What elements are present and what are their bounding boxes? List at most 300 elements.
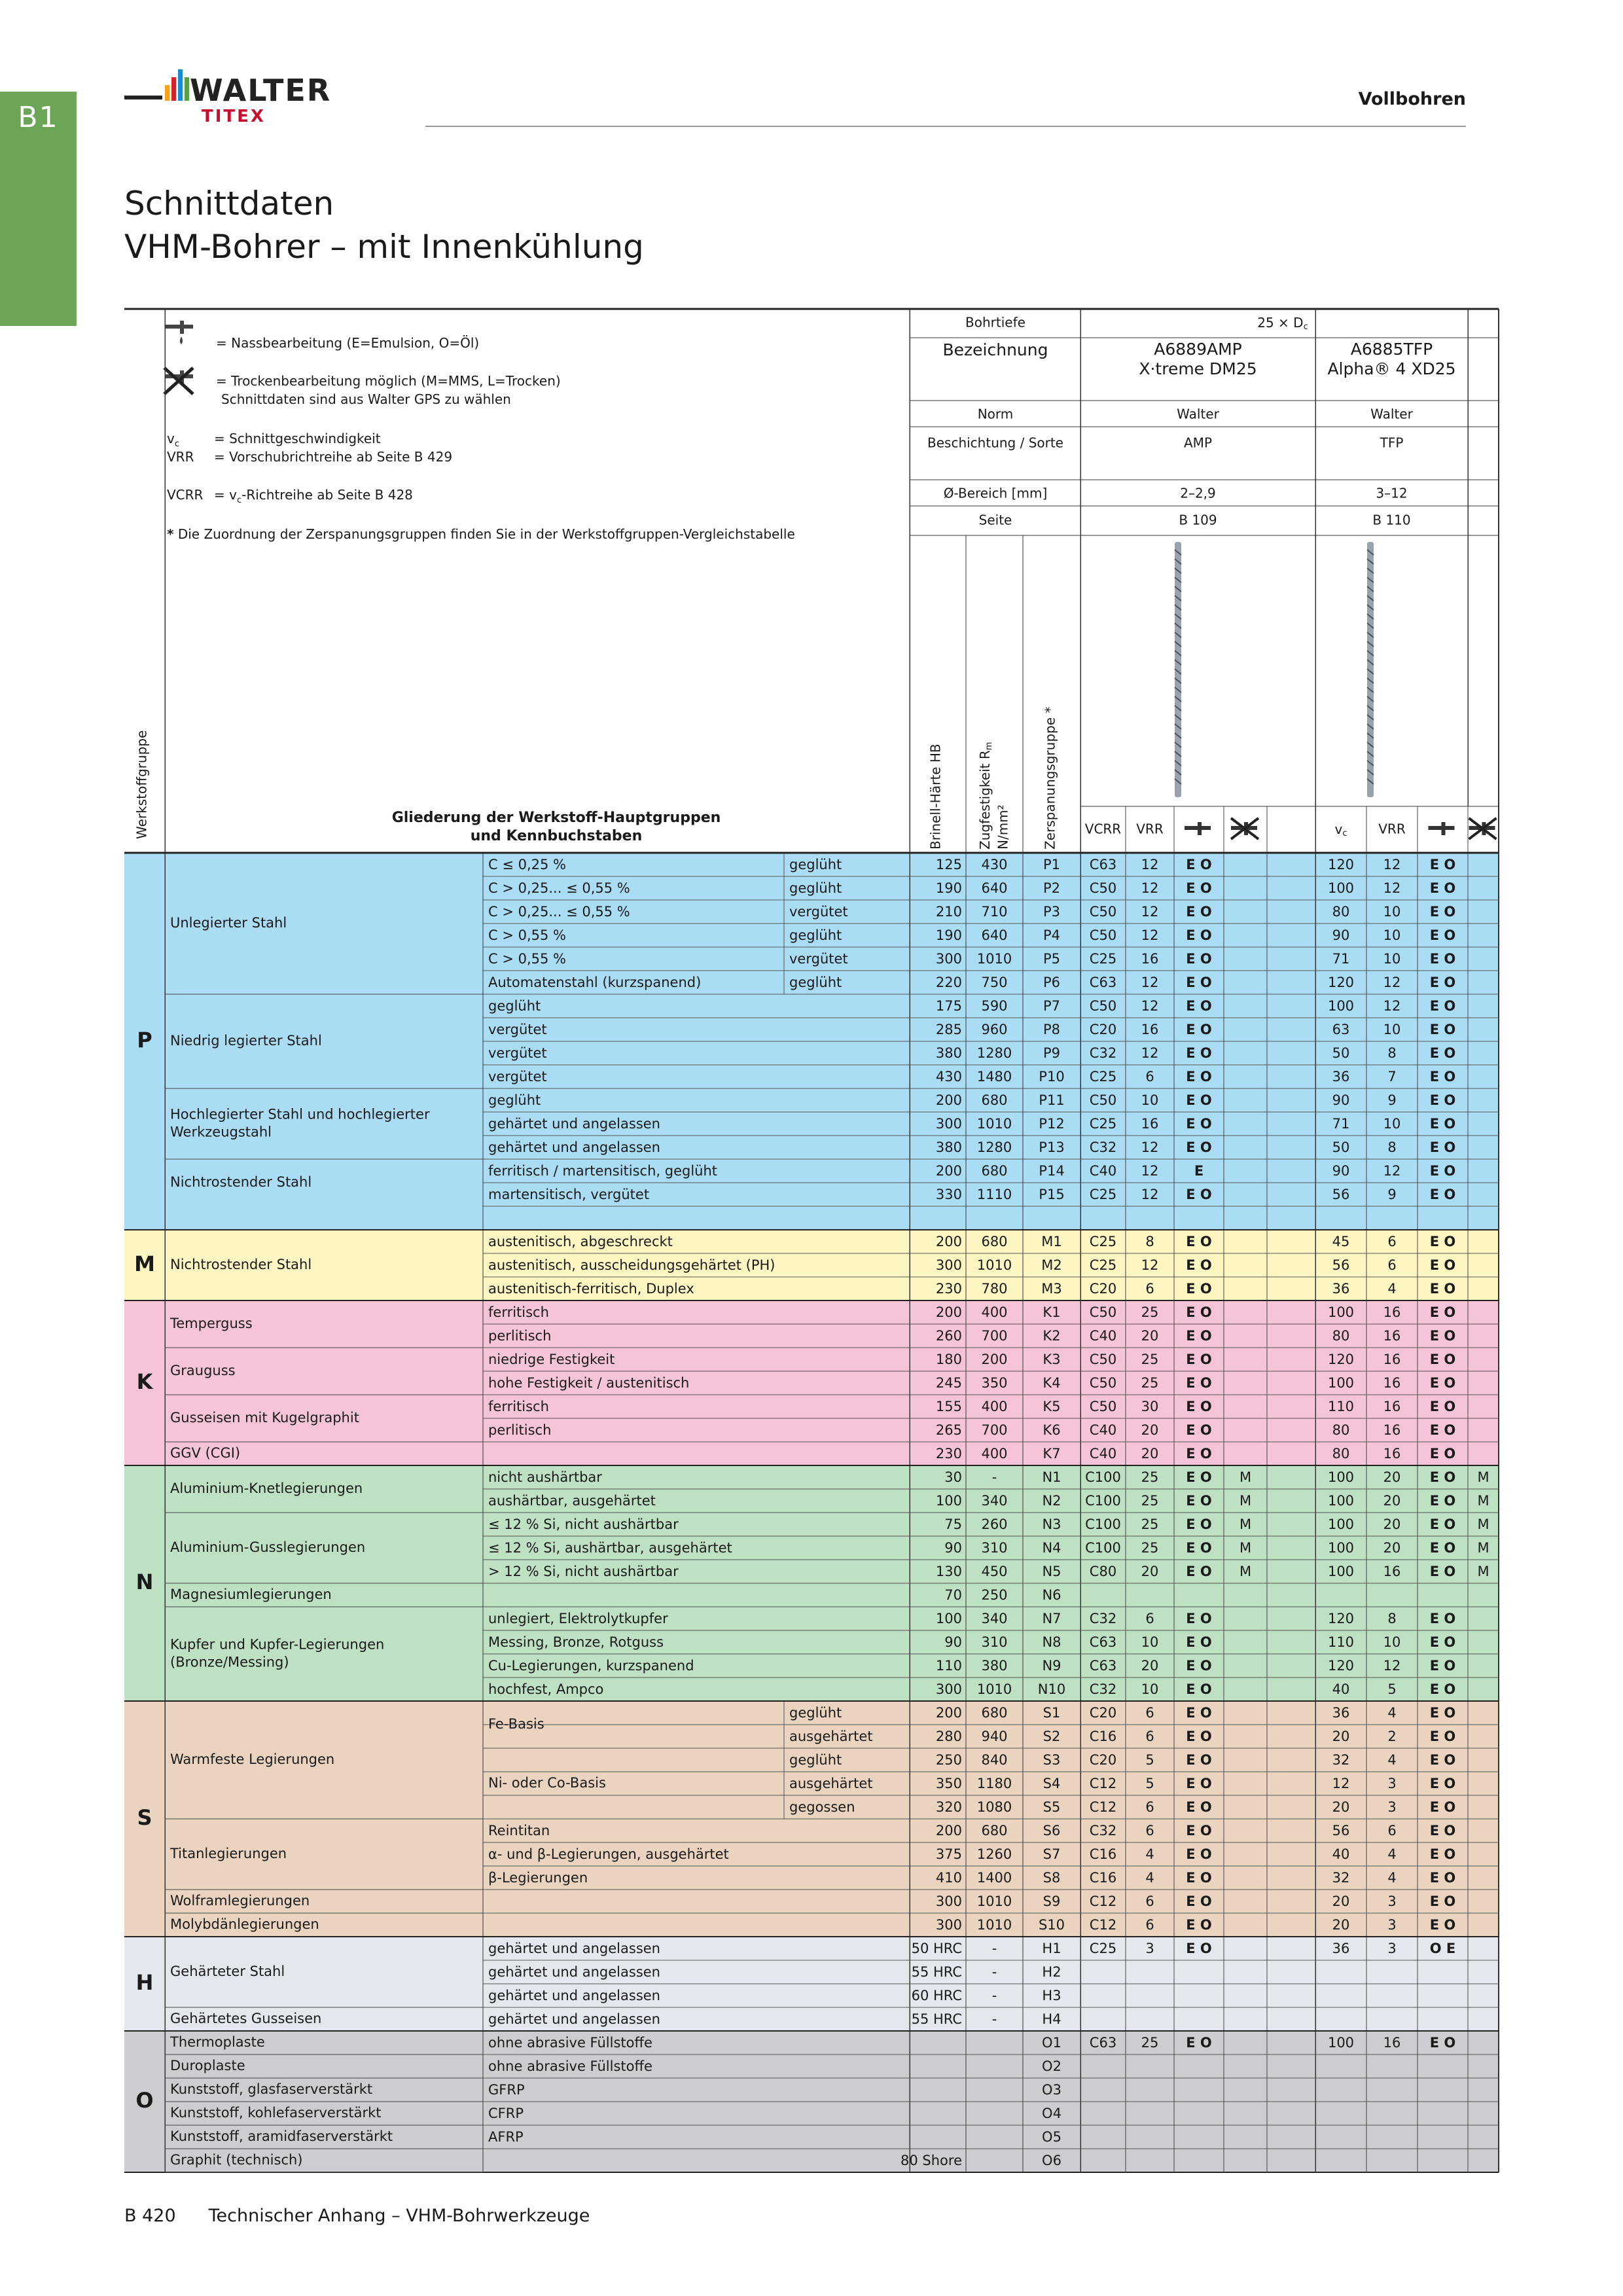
row-wet: E O xyxy=(1186,1045,1212,1061)
category-label: (Bronze/Messing) xyxy=(170,1654,289,1670)
row-vrr: 20 xyxy=(1383,1540,1401,1556)
category-label: Kunststoff, glasfaserverstärkt xyxy=(170,2081,373,2097)
row-machining-group: K1 xyxy=(1043,1304,1061,1320)
row-vrr: 4 xyxy=(1387,1870,1397,1886)
col-machining-group: Zerspanungsgruppe * xyxy=(1042,706,1058,850)
row-machining-group: N1 xyxy=(1042,1469,1061,1485)
bohrtiefe-label: Bohrtiefe xyxy=(965,314,1026,331)
row-vc: 90 xyxy=(1332,1092,1350,1108)
row-wet: E O xyxy=(1429,1729,1456,1744)
row-vrr: 9 xyxy=(1387,1092,1397,1108)
row-wet: E O xyxy=(1186,1823,1212,1839)
row-designation: perlitisch xyxy=(488,1422,552,1438)
row-machining-group: S4 xyxy=(1043,1776,1061,1791)
row-wet: E O xyxy=(1429,1092,1456,1108)
row-wet: E O xyxy=(1429,1375,1456,1391)
row-wet: E O xyxy=(1186,1092,1212,1108)
row-machining-group: P9 xyxy=(1043,1045,1061,1061)
row-designation: ≤ 12 % Si, nicht aushärtbar xyxy=(488,1516,679,1532)
category-label: Graphit (technisch) xyxy=(170,2152,303,2168)
row-vc: 45 xyxy=(1332,1234,1350,1249)
row-wet: E O xyxy=(1429,880,1456,896)
row-hardness: 245 xyxy=(935,1375,962,1391)
legend-vrr: = Vorschubrichtreihe ab Seite B 429 xyxy=(214,449,453,465)
row-tensile: 340 xyxy=(981,1611,1008,1626)
tool-name: A6885TFP xyxy=(1350,340,1433,359)
row-vc: 40 xyxy=(1332,1681,1350,1697)
row-vcrr: C40 xyxy=(1089,1328,1117,1344)
row-designation: vergütet xyxy=(488,1022,547,1037)
row-wet: E O xyxy=(1186,2035,1212,2051)
row-wet: E O xyxy=(1429,1893,1456,1909)
row-tensile: 450 xyxy=(981,1564,1008,1579)
row-wet: E O xyxy=(1429,1658,1456,1674)
row-hardness: 330 xyxy=(935,1187,962,1202)
row-vcrr: C16 xyxy=(1089,1846,1117,1862)
row-hardness: 300 xyxy=(935,1681,962,1697)
row-hardness: 55 HRC xyxy=(911,1964,962,1980)
row-vrr: 6 xyxy=(1145,1893,1154,1909)
row-machining-group: K4 xyxy=(1043,1375,1061,1391)
row-tensile: 680 xyxy=(981,1092,1008,1108)
row-wet: E O xyxy=(1186,1234,1212,1249)
row-tensile: 380 xyxy=(981,1658,1008,1674)
tool-page: B 110 xyxy=(1372,512,1411,528)
row-hardness: 320 xyxy=(935,1799,962,1815)
row-wet: E O xyxy=(1186,1917,1212,1933)
row-hardness: 180 xyxy=(935,1352,962,1367)
row-designation: AFRP xyxy=(488,2129,524,2145)
row-tensile: 1010 xyxy=(976,1116,1012,1132)
row-designation: ohne abrasive Füllstoffe xyxy=(488,2058,652,2074)
legend-vrr-symbol: VRR xyxy=(167,449,194,465)
row-machining-group: H2 xyxy=(1042,1964,1061,1980)
row-condition: ausgehärtet xyxy=(789,1729,873,1744)
category-label: Kupfer und Kupfer-Legierungen xyxy=(170,1636,385,1653)
category-label: Unlegierter Stahl xyxy=(170,915,287,931)
row-hardness: 410 xyxy=(935,1870,962,1886)
row-wet: E O xyxy=(1429,1116,1456,1132)
row-tensile: 1400 xyxy=(976,1870,1012,1886)
row-machining-group: P7 xyxy=(1043,998,1061,1014)
row-vcrr: C12 xyxy=(1089,1776,1117,1791)
row-machining-group: H4 xyxy=(1042,2011,1061,2027)
footer xyxy=(124,2206,622,2226)
row-vcrr: C63 xyxy=(1089,1658,1117,1674)
category-label: Werkzeugstahl xyxy=(170,1124,272,1140)
row-tensile: 780 xyxy=(981,1281,1008,1297)
row-vc: 56 xyxy=(1332,1823,1350,1839)
row-designation: gehärtet und angelassen xyxy=(488,1964,660,1980)
row-vc: 80 xyxy=(1332,1422,1350,1438)
row-tensile: 750 xyxy=(981,975,1008,990)
row-vrr: 2 xyxy=(1387,1729,1397,1744)
row-tensile: 1480 xyxy=(976,1069,1012,1085)
row-dry: M xyxy=(1477,1516,1489,1532)
row-wet: O E xyxy=(1429,1941,1456,1956)
row-machining-group: N2 xyxy=(1042,1493,1061,1509)
footer-text: Technischer Anhang – VHM-Bohrwerkzeuge xyxy=(208,2206,590,2226)
row-wet: E O xyxy=(1429,1870,1456,1886)
row-machining-group: O2 xyxy=(1042,2058,1061,2074)
row-vcrr: C32 xyxy=(1089,1611,1117,1626)
row-vc: 120 xyxy=(1327,1611,1355,1626)
row-tensile: 340 xyxy=(981,1493,1008,1509)
row-wet: E O xyxy=(1186,880,1212,896)
row-tensile: 1010 xyxy=(976,951,1012,967)
row-machining-group: S6 xyxy=(1043,1823,1061,1839)
row-vrr: 16 xyxy=(1141,1022,1159,1037)
row-tensile: 590 xyxy=(981,998,1008,1014)
row-machining-group: O1 xyxy=(1042,2035,1061,2051)
row-vcrr: C20 xyxy=(1089,1022,1117,1037)
row-vcrr: C20 xyxy=(1089,1281,1117,1297)
row-wet: E O xyxy=(1186,1729,1212,1744)
row-vrr: 3 xyxy=(1387,1941,1397,1956)
tool-norm: Walter xyxy=(1370,406,1413,422)
row-designation: C ≤ 0,25 % xyxy=(488,857,566,872)
row-hardness: 50 HRC xyxy=(911,1941,962,1956)
row-wet: E O xyxy=(1186,1658,1212,1674)
row-machining-group: S2 xyxy=(1043,1729,1061,1744)
row-hardness: 200 xyxy=(935,1092,962,1108)
range-label: Ø-Bereich [mm] xyxy=(943,485,1048,501)
row-vrr: 9 xyxy=(1387,1187,1397,1202)
row-vcrr: C50 xyxy=(1089,1399,1117,1414)
wet-machining-icon xyxy=(1429,822,1455,835)
row-wet: E O xyxy=(1429,1257,1456,1273)
row-vcrr: C50 xyxy=(1089,880,1117,896)
row-wet: E O xyxy=(1186,1846,1212,1862)
row-hardness: 175 xyxy=(935,998,962,1014)
row-hardness: 90 xyxy=(944,1540,962,1556)
row-vrr: 12 xyxy=(1141,975,1159,990)
row-wet: E O xyxy=(1186,1304,1212,1320)
row-vcrr: C40 xyxy=(1089,1422,1117,1438)
legend-note: * Die Zuordnung der Zerspanungsgruppen finden Sie in der Werkstoffgruppen-Vergleichstabelle xyxy=(167,526,795,542)
row-wet: E O xyxy=(1429,1564,1456,1579)
group-band-K xyxy=(124,1300,1499,1465)
row-machining-group: P3 xyxy=(1043,904,1061,920)
row-vrr: 4 xyxy=(1387,1281,1397,1297)
row-vrr: 20 xyxy=(1141,1422,1159,1438)
category-label: Gehärtetes Gusseisen xyxy=(170,2011,322,2026)
row-wet: E O xyxy=(1186,1870,1212,1886)
svg-text:WALTER: WALTER xyxy=(190,73,332,108)
row-vcrr: C32 xyxy=(1089,1823,1117,1839)
row-wet: E O xyxy=(1429,1540,1456,1556)
row-wet: E O xyxy=(1186,1422,1212,1438)
row-wet: E O xyxy=(1186,1281,1212,1297)
row-wet: E O xyxy=(1429,1634,1456,1650)
row-hardness: 280 xyxy=(935,1729,962,1744)
row-hardness: 100 xyxy=(935,1611,962,1626)
page-title: Schnittdaten xyxy=(124,185,334,223)
norm-label: Norm xyxy=(977,406,1014,422)
row-machining-group: O4 xyxy=(1042,2106,1061,2121)
row-machining-group: H1 xyxy=(1042,1941,1061,1956)
row-tensile: 1080 xyxy=(976,1799,1012,1815)
row-vrr: 25 xyxy=(1141,2035,1159,2051)
sub-vrr: VRR xyxy=(1378,821,1406,837)
category-label: Molybdänlegierungen xyxy=(170,1916,319,1932)
cutting-data-table xyxy=(124,309,1623,2168)
col-tensile-unit: N/mm² xyxy=(995,804,1011,850)
row-designation: nicht aushärtbar xyxy=(488,1469,602,1485)
row-machining-group: S8 xyxy=(1043,1870,1061,1886)
row-vc: 80 xyxy=(1332,904,1350,920)
tool-series: Alpha® 4 XD25 xyxy=(1327,359,1456,378)
row-machining-group: P5 xyxy=(1043,951,1061,967)
row-tensile: 1010 xyxy=(976,1917,1012,1933)
row-machining-group: S7 xyxy=(1043,1846,1061,1862)
row-tensile: - xyxy=(991,2011,997,2027)
row-wet: E O xyxy=(1429,2035,1456,2051)
dry-machining-icon xyxy=(1469,818,1497,839)
row-hardness: 375 xyxy=(935,1846,962,1862)
row-vc: 71 xyxy=(1332,1116,1350,1132)
category-label: Niedrig legierter Stahl xyxy=(170,1033,322,1049)
row-hardness: 230 xyxy=(935,1446,962,1462)
row-hardness: 110 xyxy=(935,1658,962,1674)
row-wet: E O xyxy=(1186,857,1212,872)
row-vc: 36 xyxy=(1332,1705,1350,1721)
row-designation: Automatenstahl (kurzspanend) xyxy=(488,975,702,990)
row-wet: E O xyxy=(1186,1705,1212,1721)
row-vrr: 4 xyxy=(1387,1846,1397,1862)
row-condition: geglüht xyxy=(789,975,842,990)
row-wet: E O xyxy=(1429,1304,1456,1320)
row-tensile: 1010 xyxy=(976,1257,1012,1273)
tool-range: 3–12 xyxy=(1376,485,1408,501)
row-vcrr: C25 xyxy=(1089,1069,1117,1085)
row-wet: E O xyxy=(1186,1446,1212,1462)
row-vc: 110 xyxy=(1327,1399,1355,1414)
row-designation: ferritisch / martensitisch, geglüht xyxy=(488,1163,718,1179)
row-vc: 100 xyxy=(1327,1469,1355,1485)
row-vrr: 6 xyxy=(1145,1917,1154,1933)
row-machining-group: O3 xyxy=(1042,2082,1061,2098)
row-hardness: 190 xyxy=(935,927,962,943)
group-letter: P xyxy=(137,1028,152,1052)
row-machining-group: K3 xyxy=(1043,1352,1061,1367)
row-vrr: 20 xyxy=(1383,1469,1401,1485)
row-vrr: 6 xyxy=(1387,1257,1397,1273)
category-label: Nichtrostender Stahl xyxy=(170,1174,312,1190)
row-vcrr: C80 xyxy=(1089,1564,1117,1579)
section-title: Vollbohren xyxy=(1358,89,1466,109)
legend-vc: = Schnittgeschwindigkeit xyxy=(214,431,381,446)
row-vcrr: C25 xyxy=(1089,1187,1117,1202)
row-hardness: 300 xyxy=(935,1257,962,1273)
row-vc: 71 xyxy=(1332,951,1350,967)
row-wet: E O xyxy=(1186,1540,1212,1556)
tool-page: B 109 xyxy=(1179,512,1217,528)
row-hardness: 60 HRC xyxy=(911,1988,962,2003)
sub-vrr: VRR xyxy=(1136,821,1164,837)
row-vcrr: C50 xyxy=(1089,904,1117,920)
row-hardness: 30 xyxy=(944,1469,962,1485)
row-vrr: 12 xyxy=(1141,880,1159,896)
row-vrr: 12 xyxy=(1383,998,1401,1014)
row-wet: E O xyxy=(1429,1045,1456,1061)
row-wet: E O xyxy=(1429,1705,1456,1721)
group-band-M xyxy=(124,1230,1499,1300)
row-wet: E O xyxy=(1186,1634,1212,1650)
row-machining-group: P1 xyxy=(1043,857,1061,872)
row-machining-group: P4 xyxy=(1043,927,1061,943)
sub-vc: $v_c$ xyxy=(1334,821,1347,838)
row-wet: E O xyxy=(1186,1187,1212,1202)
gliederung-label-2: und Kennbuchstaben xyxy=(470,828,643,844)
category-label: Duroplaste xyxy=(170,2058,245,2073)
row-vcrr: C50 xyxy=(1089,998,1117,1014)
row-vrr: 10 xyxy=(1383,1116,1401,1132)
row-designation: unlegiert, Elektrolytkupfer xyxy=(488,1611,668,1626)
group-letter: O xyxy=(135,2088,154,2113)
row-tensile: 700 xyxy=(981,1422,1008,1438)
row-vc: 20 xyxy=(1332,1729,1350,1744)
row-vc: 20 xyxy=(1332,1917,1350,1933)
row-tensile: 1280 xyxy=(976,1045,1012,1061)
row-designation: gehärtet und angelassen xyxy=(488,1941,660,1956)
row-hardness: 430 xyxy=(935,1069,962,1085)
row-wet: E O xyxy=(1186,1493,1212,1509)
category-label: Thermoplaste xyxy=(170,2034,265,2050)
row-designation: perlitisch xyxy=(488,1328,552,1344)
row-machining-group: H3 xyxy=(1042,1988,1061,2003)
row-tensile: - xyxy=(991,1988,997,2003)
row-vrr: 10 xyxy=(1383,927,1401,943)
row-vrr: 20 xyxy=(1141,1658,1159,1674)
row-machining-group: N10 xyxy=(1037,1681,1066,1697)
row-machining-group: S3 xyxy=(1043,1752,1061,1768)
row-vrr: 10 xyxy=(1383,904,1401,920)
row-dry: M xyxy=(1239,1516,1252,1532)
row-vc: 50 xyxy=(1332,1045,1350,1061)
row-vrr: 16 xyxy=(1383,1422,1401,1438)
row-vc: 100 xyxy=(1327,998,1355,1014)
row-vcrr: C25 xyxy=(1089,1234,1117,1249)
row-vrr: 25 xyxy=(1141,1540,1159,1556)
row-machining-group: O6 xyxy=(1042,2153,1061,2168)
row-machining-group: P15 xyxy=(1039,1187,1065,1202)
legend-dry-note: Schnittdaten sind aus Walter GPS zu wählen xyxy=(221,391,511,407)
row-tensile: 680 xyxy=(981,1234,1008,1249)
row-vc: 110 xyxy=(1327,1634,1355,1650)
category-label: Magnesiumlegierungen xyxy=(170,1587,332,1602)
row-hardness: 75 xyxy=(944,1516,962,1532)
row-tensile: - xyxy=(991,1469,997,1485)
row-wet: E O xyxy=(1186,1941,1212,1956)
page-label: Seite xyxy=(978,512,1012,528)
row-vrr: 3 xyxy=(1387,1917,1397,1933)
row-hardness: 155 xyxy=(935,1399,962,1414)
row-wet: E O xyxy=(1186,1681,1212,1697)
row-designation: ferritisch xyxy=(488,1304,549,1320)
group-letter: M xyxy=(134,1251,155,1276)
row-machining-group: P14 xyxy=(1039,1163,1065,1179)
row-designation: ferritisch xyxy=(488,1399,549,1414)
category-label: Gusseisen mit Kugelgraphit xyxy=(170,1410,359,1426)
row-vrr: 8 xyxy=(1387,1611,1397,1626)
row-vcrr: C40 xyxy=(1089,1163,1117,1179)
bezeichnung-label: Bezeichnung xyxy=(942,340,1048,359)
row-vc: 20 xyxy=(1332,1799,1350,1815)
category-label: Kunststoff, aramidfaserverstärkt xyxy=(170,2128,393,2144)
row-vrr: 6 xyxy=(1145,1729,1154,1744)
row-designation: C > 0,55 % xyxy=(488,927,566,943)
row-vrr: 3 xyxy=(1387,1893,1397,1909)
row-vrr: 10 xyxy=(1383,1634,1401,1650)
row-hardness: 300 xyxy=(935,1116,962,1132)
row-hardness: 350 xyxy=(935,1776,962,1791)
row-tensile: 640 xyxy=(981,927,1008,943)
row-tensile: 960 xyxy=(981,1022,1008,1037)
row-vcrr: C32 xyxy=(1089,1681,1117,1697)
row-vcrr: C63 xyxy=(1089,857,1117,872)
row-vc: 80 xyxy=(1332,1328,1350,1344)
row-tensile: 200 xyxy=(981,1352,1008,1367)
row-wet: E O xyxy=(1429,927,1456,943)
row-wet: E O xyxy=(1429,1611,1456,1626)
row-machining-group: S9 xyxy=(1043,1893,1061,1909)
row-designation: gehärtet und angelassen xyxy=(488,1139,660,1155)
row-vrr: 16 xyxy=(1383,1375,1401,1391)
row-vrr: 12 xyxy=(1141,1187,1159,1202)
row-machining-group: N3 xyxy=(1042,1516,1061,1532)
row-tensile: 1110 xyxy=(976,1187,1012,1202)
row-wet: E O xyxy=(1429,998,1456,1014)
row-dry: M xyxy=(1239,1564,1252,1579)
row-designation: Messing, Bronze, Rotguss xyxy=(488,1634,664,1650)
row-wet: E O xyxy=(1429,1163,1456,1179)
row-vc: 40 xyxy=(1332,1846,1350,1862)
row-hardness: 300 xyxy=(935,1893,962,1909)
row-vrr: 20 xyxy=(1383,1516,1401,1532)
row-wet: E O xyxy=(1429,1776,1456,1791)
row-condition: vergütet xyxy=(789,951,848,967)
category-label: Kunststoff, kohlefaserverstärkt xyxy=(170,2105,382,2121)
row-tensile: 840 xyxy=(981,1752,1008,1768)
row-vcrr: C63 xyxy=(1089,975,1117,990)
row-hardness: 80 Shore xyxy=(901,2153,962,2168)
row-vcrr: C63 xyxy=(1089,2035,1117,2051)
category-label: GGV (CGI) xyxy=(170,1445,241,1461)
row-vrr: 5 xyxy=(1387,1681,1397,1697)
group-letter: S xyxy=(137,1805,152,1830)
row-tensile: 260 xyxy=(981,1516,1008,1532)
row-wet: E O xyxy=(1186,1022,1212,1037)
row-vrr: 16 xyxy=(1383,1352,1401,1367)
row-vrr: 6 xyxy=(1145,1069,1154,1085)
werkstoffgruppe-label: Werkstoffgruppe xyxy=(134,730,150,839)
row-machining-group: N4 xyxy=(1042,1540,1061,1556)
row-wet: E O xyxy=(1429,1823,1456,1839)
row-vcrr: C100 xyxy=(1085,1469,1121,1485)
row-machining-group: K5 xyxy=(1043,1399,1061,1414)
row-wet: E O xyxy=(1186,951,1212,967)
row-vrr: 20 xyxy=(1383,1493,1401,1509)
row-vrr: 10 xyxy=(1141,1634,1159,1650)
row-wet: E O xyxy=(1429,1399,1456,1414)
row-vrr: 6 xyxy=(1145,1281,1154,1297)
row-wet: E O xyxy=(1429,1328,1456,1344)
row-designation: austenitisch, abgeschreckt xyxy=(488,1234,673,1249)
row-condition: vergütet xyxy=(789,904,848,920)
row-machining-group: M3 xyxy=(1041,1281,1062,1297)
row-vcrr: C20 xyxy=(1089,1705,1117,1721)
